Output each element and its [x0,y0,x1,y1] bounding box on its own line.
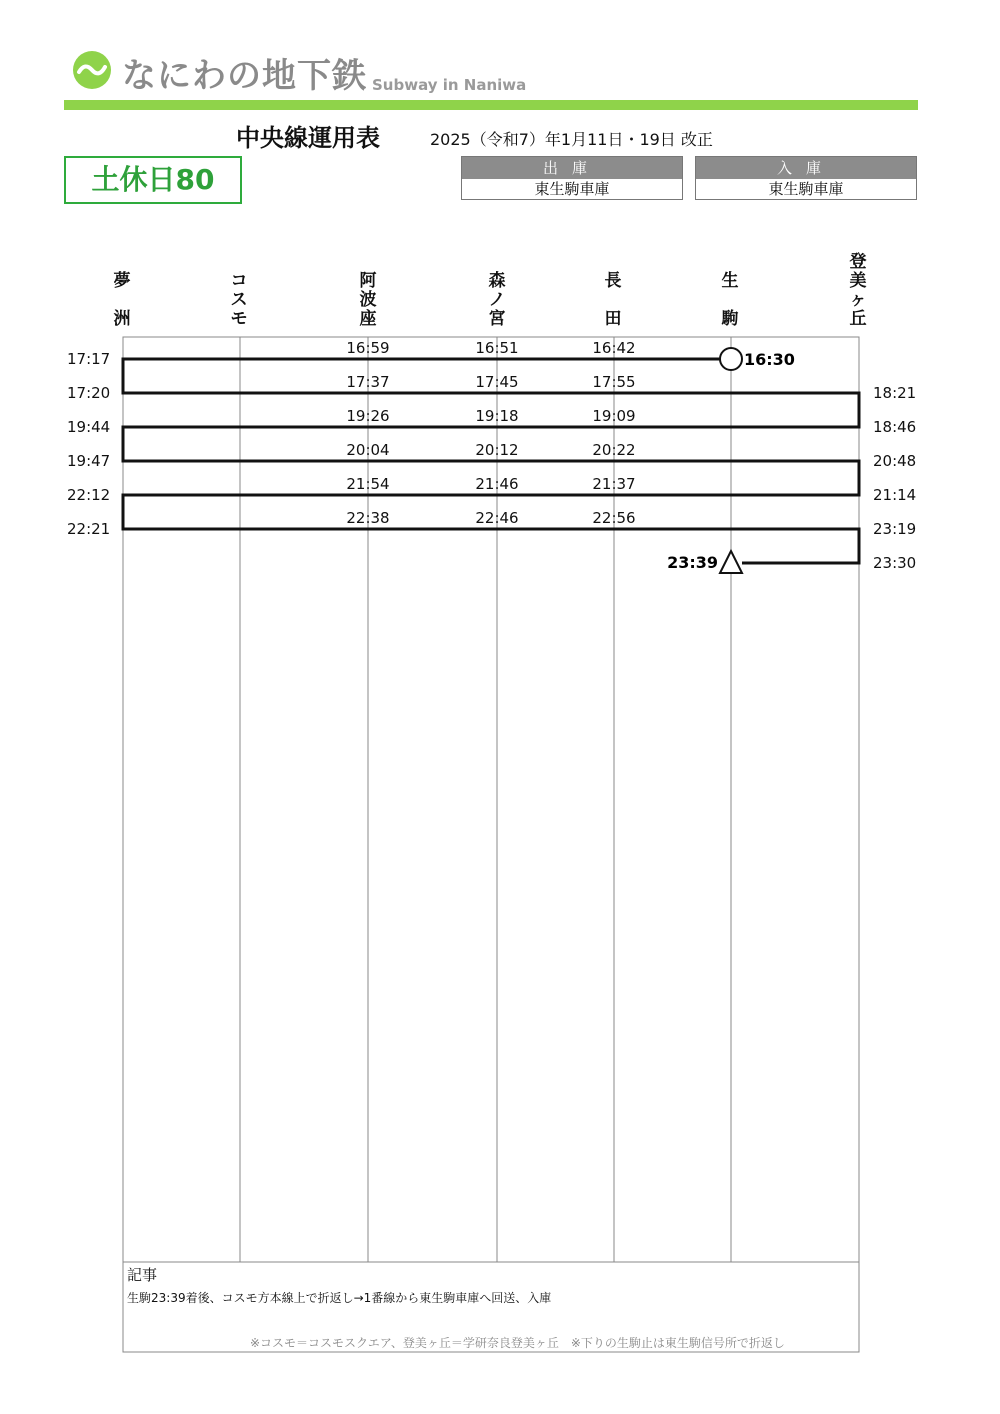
station-label: 阿 波 座 [359,271,377,329]
station-label: 森 ノ 宮 [488,271,506,329]
notes-title: 記事 [127,1266,158,1284]
end-triangle-icon [720,551,742,573]
nagata-time: 21:37 [592,475,636,493]
morinomiya-time: 22:46 [475,509,519,527]
right-time: 21:14 [873,486,917,504]
station-label: 登 美 ヶ 丘 [849,252,867,329]
awaza-time: 21:54 [346,475,390,493]
left-time: 19:44 [67,418,111,436]
station-label: 夢 洲 [113,271,131,329]
revision-date: 2025（令和7）年1月11日・19日 改正 [430,130,713,149]
nagata-time: 17:55 [592,373,636,391]
morinomiya-time: 20:12 [475,441,519,459]
departure-depot-header: 出庫 [462,157,682,179]
right-time: 18:46 [873,418,917,436]
right-time: 18:21 [873,384,917,402]
left-time: 22:21 [67,520,111,538]
station-label: 長 田 [604,271,622,329]
left-time: 22:12 [67,486,111,504]
arrival-depot-value: 東生駒車庫 [768,180,844,198]
morinomiya-time: 21:46 [475,475,519,493]
departure-depot-value: 東生駒車庫 [534,180,610,198]
notes-text: 生駒23:39着後、コスモ方本線上で折返し→1番線から東生駒車庫へ回送、入庫 [127,1291,552,1305]
page-title: 中央線運用表 [236,124,380,152]
day-type-label: 土休日80 [91,163,215,196]
nagata-time: 22:56 [592,509,636,527]
awaza-time: 16:59 [346,339,390,357]
station-label: コ ス モ [230,271,248,329]
logo-subtitle: Subway in Naniwa [372,76,527,94]
awaza-time: 19:26 [346,407,390,425]
logo-text: なにわの地下鉄 [122,56,367,96]
morinomiya-time: 17:45 [475,373,519,391]
nagata-time: 16:42 [592,339,636,357]
morinomiya-time: 16:51 [475,339,519,357]
left-time: 19:47 [67,452,111,470]
morinomiya-time: 19:18 [475,407,519,425]
right-time: 23:30 [873,554,917,572]
footnote: ※コスモ＝コスモスクエア、登美ヶ丘＝学研奈良登美ヶ丘 ※下りの生駒止は東生駒信号所で折返し [250,1336,785,1350]
nagata-time: 19:09 [592,407,636,425]
arrival-depot-header: 入庫 [696,157,916,179]
nagata-time: 20:22 [592,441,636,459]
left-time: 17:20 [67,384,111,402]
left-time: 17:17 [67,350,111,368]
right-time: 20:48 [873,452,917,470]
awaza-time: 20:04 [346,441,390,459]
start-time: 16:30 [744,350,795,369]
awaza-time: 22:38 [346,509,390,527]
station-label: 生 駒 [721,271,739,329]
right-time: 23:19 [873,520,917,538]
awaza-time: 17:37 [346,373,390,391]
start-circle-icon [720,348,742,370]
end-time: 23:39 [667,553,718,572]
